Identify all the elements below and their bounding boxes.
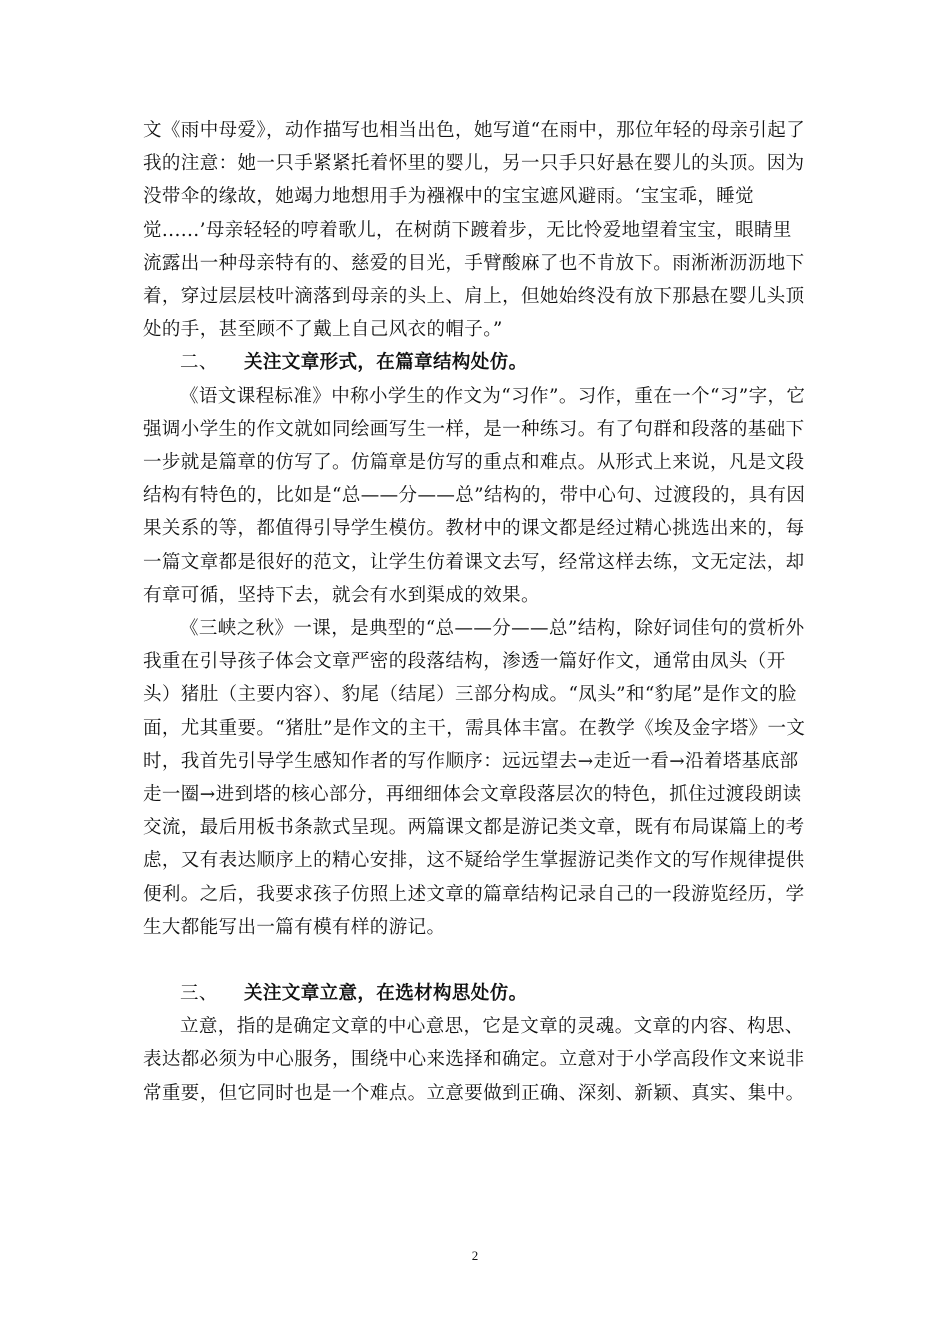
page-number: 2	[471, 1248, 479, 1263]
body-text	[143, 114, 808, 1110]
section-title-3: 关注文章立意，在选材构思处仿。	[244, 983, 528, 1005]
paragraph-quote-continuation: 文《雨中母爱》，动作描写也相当出色，她写道“在雨中，那位年轻的母亲引起了我的注意：她一只手紧紧托着怀里的婴儿，另一只手只好悬在婴儿的头顶。因为没带伞的缘故，她竭力地想用手为襁褓中的宝宝遮风避雨。‘宝宝乖，睡觉觉......’母亲轻轻的哼着歌儿，在树荫下踱着步，无比怜爱地望着宝宝，眼睛里流露出一种母亲特有的、慈爱的目光，手臂酸麻了也不肯放下。雨淅淅沥沥地下着，穿过层层枝叶滴落到母亲的头上、肩上，但她始终没有放下那悬在婴儿头顶处的手，甚至顾不了戴上自己风衣的帽子。”	[143, 120, 806, 341]
section-number-2: 二、	[180, 352, 218, 374]
section-heading-3	[143, 977, 808, 1010]
paragraph-three-gorges: 《三峡之秋》一课，是典型的“总——分——总”结构，除好词佳句的赏析外我重在引导孩子体会文章严密的段落结构，渗透一篇好作文，通常由凤头（开头）猪肚（主要内容）、豹尾（结尾）三部分构成。“凤头”和“豹尾”是作文的脸面，尤其重要。“猪肚”是作文的主干，需具体丰富。在教学《埃及金字塔》一文时，我首先引导学生感知作者的写作顺序：远远望去→走近一看→沿着塔基底部走一圈→进到塔的核心部分，再细细体会文章段落层次的特色，抓住过渡段朗读交流，最后用板书条款式呈现。两篇课文都是游记类文章，既有布局谋篇上的考虑，又有表达顺序上的精心安排，这不疑给学生掌握游记类作文的写作规律提供便利。之后，我要求孩子仿照上述文章的篇章结构记录自己的一段游览经历，学生大都能写出一篇有模有样的游记。	[143, 618, 806, 938]
paragraph-curriculum-standard: 《语文课程标准》中称小学生的作文为“习作”。习作，重在一个“习”字，它强调小学生的作文就如同绘画写生一样，是一种练习。有了句群和段落的基础下一步就是篇章的仿写了。仿篇章是仿写的重点和难点。从形式上来说，凡是文段结构有特色的，比如是“总——分——总”结构的，带中心句、过渡段的，具有因果关系的等，都值得引导学生模仿。教材中的课文都是经过精心挑选出来的，每一篇文章都是很好的范文，让学生仿着课文去写，经常这样去练，文无定法，却有章可循，坚持下去，就会有水到渠成的效果。	[143, 385, 806, 606]
blank-line	[143, 944, 808, 977]
paragraph-theme-intent: 立意，指的是确定文章的中心意思，它是文章的灵魂。文章的内容、构思、表达都必须为中心服务，围绕中心来选择和确定。立意对于小学高段作文来说非常重要，但它同时也是一个难点。立意要做到正确、深刻、新颖、真实、集中。	[143, 1016, 805, 1104]
section-title-2: 关注文章形式，在篇章结构处仿。	[244, 352, 528, 374]
section-number-3: 三、	[180, 983, 218, 1005]
section-heading-2	[143, 346, 808, 379]
